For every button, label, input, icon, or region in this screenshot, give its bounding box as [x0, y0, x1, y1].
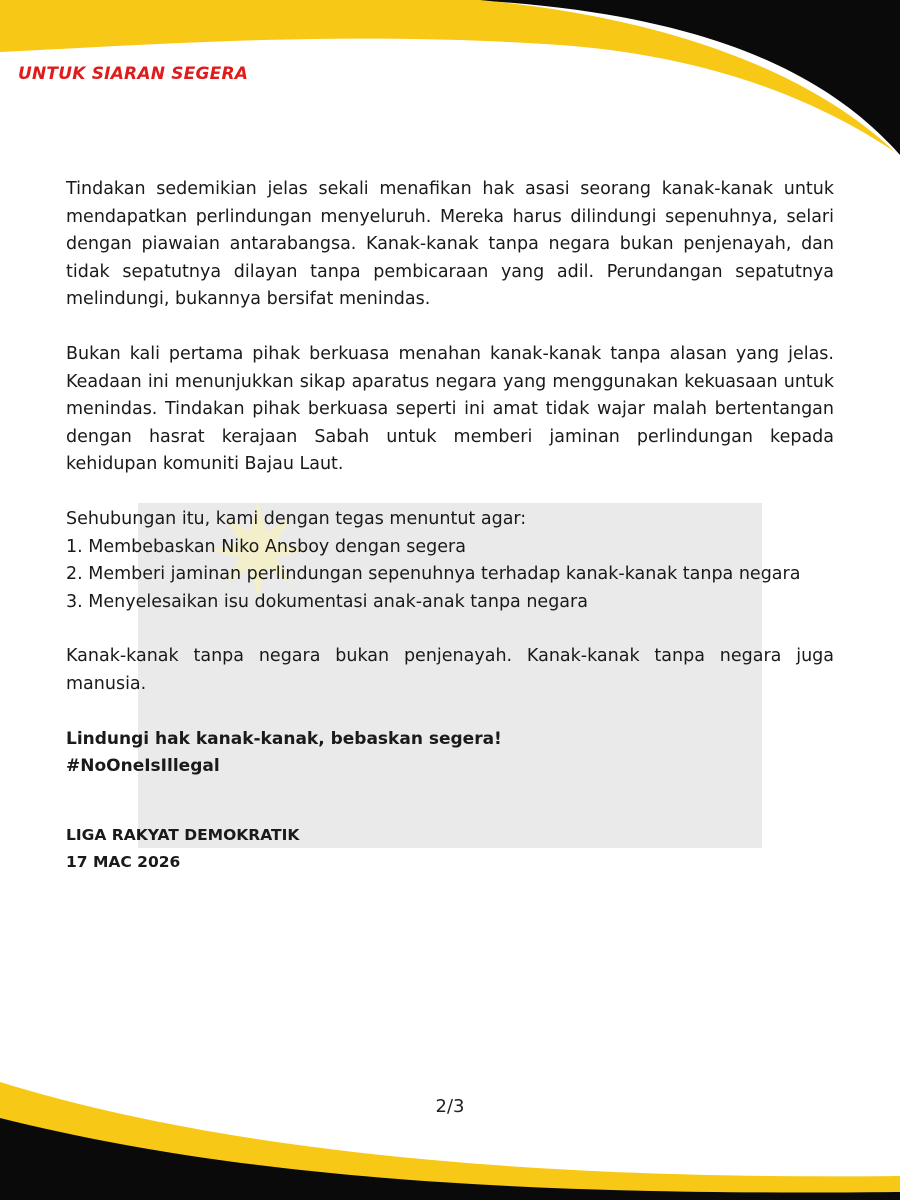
hashtag: #NoOneIsIllegal	[66, 756, 220, 777]
press-release-body	[66, 176, 834, 876]
demands-intro: Sehubungan itu, kami dengan tegas menuntut agar:	[66, 508, 527, 529]
organization-name: LIGA RAKYAT DEMOKRATIK	[66, 825, 300, 844]
slogan-line: Lindungi hak kanak-kanak, bebaskan segera!	[66, 728, 502, 749]
demand-item: 1. Membebaskan Niko Ansboy dengan segera	[66, 536, 466, 557]
release-date: 17 MAC 2026	[66, 852, 181, 871]
page-number: 2/3	[435, 1096, 465, 1117]
demands-list	[66, 506, 834, 616]
signature-block	[66, 822, 834, 876]
closing-paragraph: Kanak-kanak tanpa negara bukan penjenayah. Kanak-kanak tanpa negara juga manusia.	[66, 646, 834, 694]
demand-item: 3. Menyelesaikan isu dokumentasi anak-anak tanpa negara	[66, 591, 588, 612]
body-paragraph: Bukan kali pertama pihak berkuasa menahan kanak-kanak tanpa alasan yang jelas. Keadaan ini menunjukkan sikap aparatus negara yang menggunakan kekuasaan untuk menindas. Tindakan pihak berkuasa seperti ini amat tidak wajar malah bertentangan dengan hasrat kerajaan Sabah untuk memberi jaminan perlindungan kepada kehidupan komuniti Bajau Laut.	[66, 343, 834, 475]
body-paragraph: Tindakan sedemikian jelas sekali menafikan hak asasi seorang kanak-kanak untuk mendapatkan perlindungan menyeluruh. Mereka harus dilindungi sepenuhnya, selari dengan piawaian antarabangsa. Kanak-kanak tanpa negara bukan penjenayah, dan tidak sepatutnya dilayan tanpa pembicaraan yang adil. Perundangan sepatutnya melindungi, bukannya bersifat menindas.	[66, 179, 834, 310]
release-label: UNTUK SIARAN SEGERA	[18, 64, 249, 84]
demand-item: 2. Memberi jaminan perlindungan sepenuhnya terhadap kanak-kanak tanpa negara	[66, 564, 801, 585]
slogan	[66, 726, 834, 781]
